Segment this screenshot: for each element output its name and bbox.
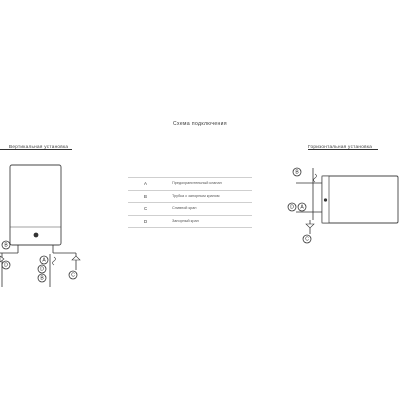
legend-letter: A: [144, 181, 147, 186]
legend-letter: B: [144, 193, 147, 199]
marker-label: A: [42, 257, 46, 264]
marker-c: [69, 271, 77, 279]
legend-row: [128, 177, 252, 191]
marker-label: D: [290, 204, 294, 211]
legend-row: [128, 191, 252, 204]
tank-indicator-light: [324, 198, 327, 201]
marker-label: B: [295, 169, 299, 176]
horizontal-installation-diagram: [282, 160, 400, 250]
marker-d-left: [2, 261, 10, 269]
legend-description: Сливной кран: [172, 206, 197, 211]
drain-valve-icon: [72, 256, 80, 260]
vertical-installation-diagram: [0, 150, 90, 290]
legend-description: Запорный кран: [172, 218, 199, 223]
legend-description: Предохранительный клапан: [172, 181, 222, 186]
marker-b-center: [38, 274, 46, 282]
horizontal-installation-title: Горизонтальная установка: [308, 144, 373, 149]
marker-label: B: [40, 275, 44, 282]
marker-c-horizontal: [303, 235, 311, 243]
horizontal-title-underline: [308, 149, 378, 150]
page-title: Схема подключения: [173, 121, 227, 127]
marker-a: [40, 256, 48, 264]
legend-table: [128, 177, 252, 228]
marker-label: D: [4, 262, 8, 269]
marker-label: D: [40, 266, 44, 273]
legend-letter: C: [144, 206, 148, 211]
safety-valve-icon: [53, 257, 56, 265]
marker-label: C: [71, 272, 75, 279]
legend-letter: D: [144, 218, 148, 224]
marker-label: C: [305, 236, 309, 243]
legend-row: [128, 203, 252, 216]
marker-a-horizontal: [298, 203, 306, 211]
legend-row: [128, 216, 252, 229]
marker-b-horizontal: [293, 168, 301, 176]
legend-description: Трубка с запорным краном: [172, 193, 220, 198]
shutoff-valve-icon: [314, 174, 317, 182]
vertical-installation-title: Вертикальная установка: [9, 144, 69, 149]
water-heater-tank: [322, 176, 398, 223]
drain-valve-icon: [306, 224, 314, 228]
marker-label: B: [4, 242, 8, 249]
marker-d-center: [38, 265, 46, 273]
marker-d-horizontal: [288, 203, 296, 211]
tank-indicator-light: [34, 233, 39, 238]
marker-label: A: [300, 204, 304, 211]
marker-b-left: [2, 241, 10, 249]
